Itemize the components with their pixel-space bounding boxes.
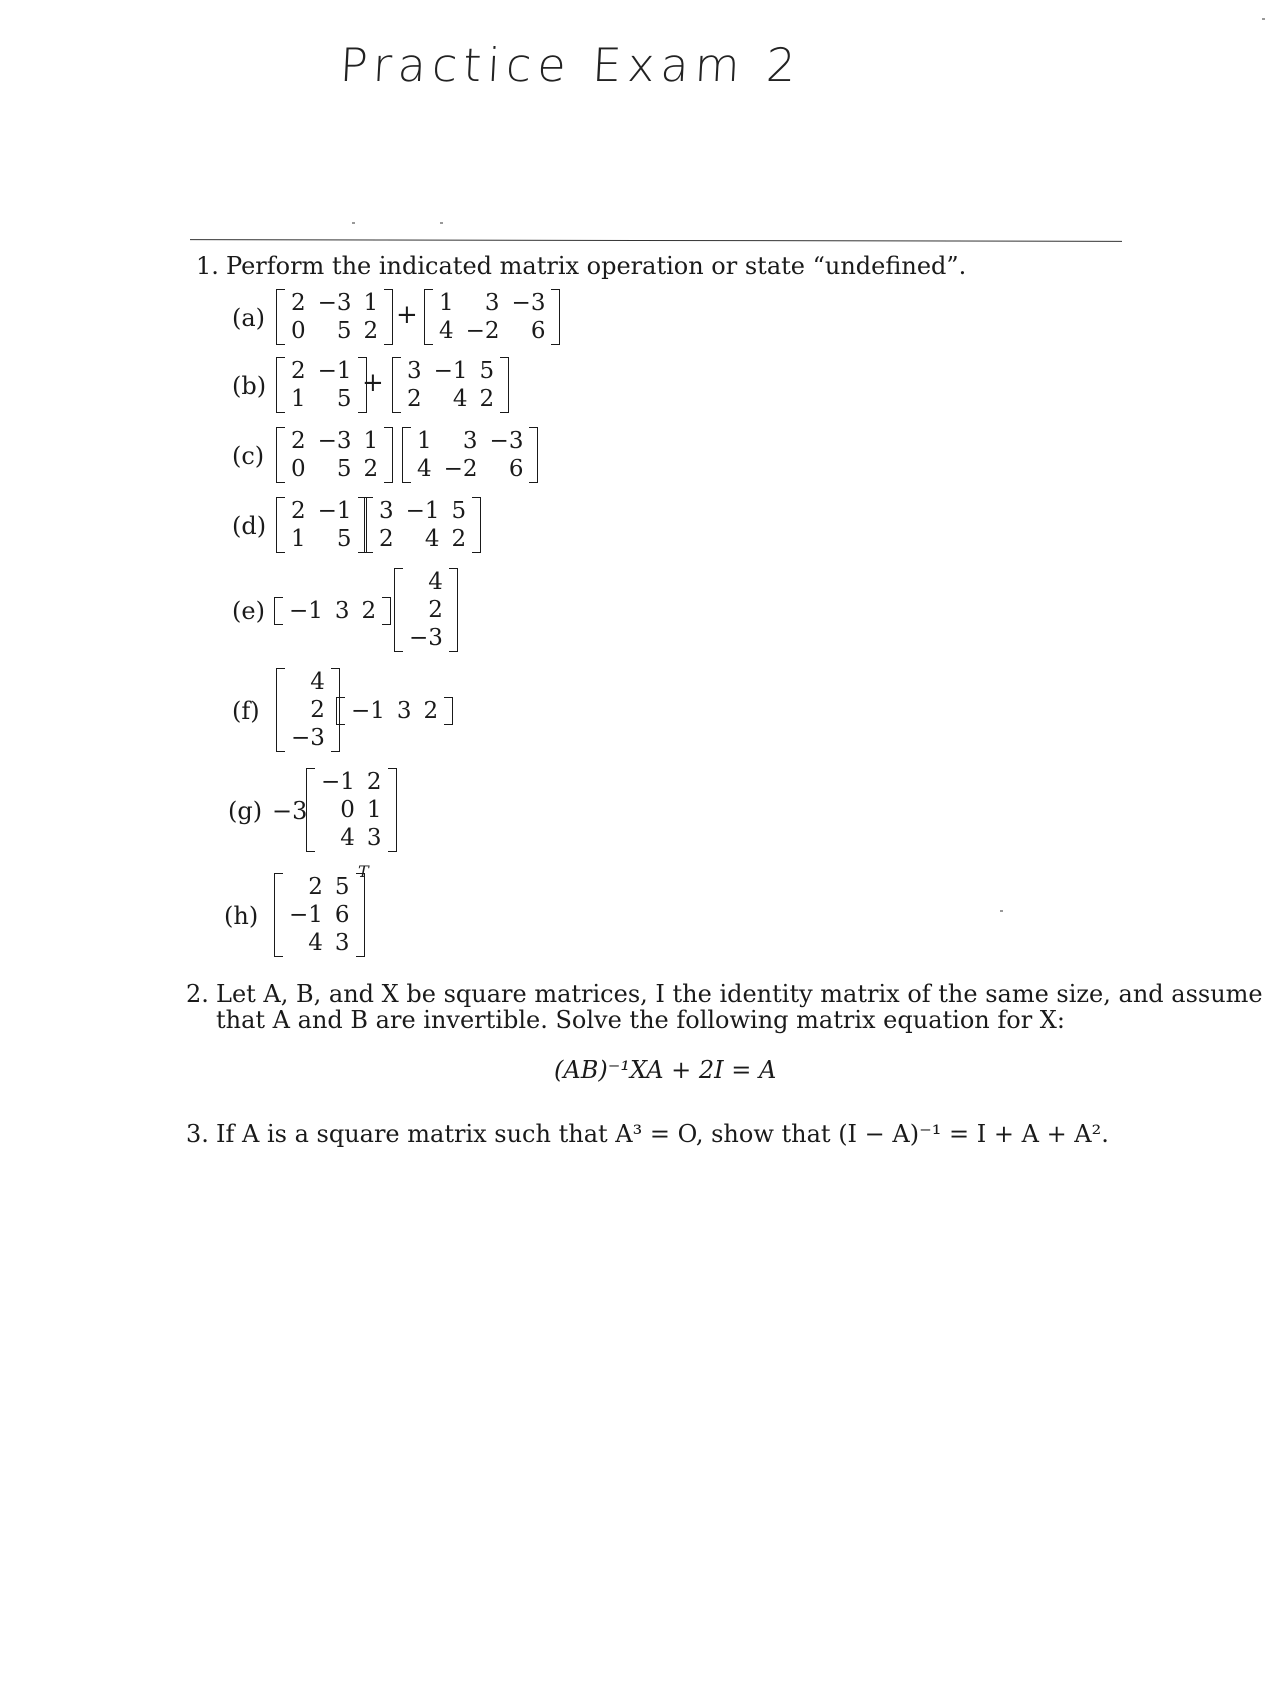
matrix-row: [285, 289, 384, 317]
q3-text: If A is a square matrix such that A³ = O, show that (I − A)⁻¹ = I + A + A².: [216, 1120, 1109, 1148]
q1h-label: (h): [224, 902, 259, 930]
matrix-entry: 2: [428, 597, 443, 623]
matrix-entry: −1: [289, 902, 323, 928]
q1d-matrix-right: [364, 497, 481, 553]
matrix-entry: 4: [452, 386, 468, 412]
q1a-label: (a): [232, 304, 266, 332]
matrix-row: [433, 317, 551, 345]
matrix-entry: 5: [336, 318, 352, 344]
matrix-entry: 2: [479, 386, 495, 412]
matrix-entry: −3: [317, 428, 352, 454]
matrix-entry: 1: [291, 526, 306, 552]
q1h-transpose-superscript: T: [358, 862, 369, 881]
q1g-matrix: [306, 768, 397, 852]
matrix-entry: 6: [508, 456, 524, 482]
matrix-entry: −2: [443, 456, 478, 482]
matrix-entry: 1: [291, 386, 306, 412]
matrix-entry: −1: [317, 358, 352, 384]
q1b-matrix-right: [392, 357, 509, 413]
q1a-plus: +: [396, 300, 418, 330]
matrix-row: [285, 525, 358, 553]
matrix-entries: [285, 668, 331, 752]
matrix-entry: −3: [511, 290, 546, 316]
matrix-entry: 5: [334, 874, 350, 900]
left-bracket: [306, 768, 315, 852]
q2-equation: (AB)⁻¹XA + 2I = A: [554, 1056, 777, 1084]
matrix-entry: 2: [291, 498, 306, 524]
q1f-row-vector: [336, 697, 453, 725]
left-bracket: [336, 697, 345, 725]
matrix-entry: 2: [407, 386, 422, 412]
matrix-row: [285, 724, 331, 752]
q1a-matrix-right: [424, 289, 560, 345]
right-bracket: [384, 427, 393, 483]
matrix-entries: [403, 568, 449, 652]
matrix-row: [283, 901, 356, 929]
matrix-entry: 2: [308, 874, 323, 900]
matrix-row: [403, 596, 449, 624]
matrix-entries: [283, 873, 356, 957]
q1f-label: (f): [232, 697, 260, 725]
matrix-row: [285, 385, 358, 413]
matrix-entries: [411, 427, 529, 483]
matrix-entries: [315, 768, 388, 852]
matrix-entry: 2: [310, 697, 325, 723]
matrix-entry: −2: [465, 318, 500, 344]
matrix-entry: 2: [363, 456, 379, 482]
matrix-entry: −3: [317, 290, 352, 316]
matrix-row: [283, 597, 382, 625]
left-bracket: [274, 597, 283, 625]
left-bracket: [276, 668, 285, 752]
matrix-row: [315, 824, 388, 852]
matrix-entry: 2: [291, 428, 306, 454]
matrix-entry: 0: [291, 318, 306, 344]
matrix-entry: 5: [451, 498, 467, 524]
right-bracket: [449, 568, 458, 652]
q1b-matrix-left: [276, 357, 367, 413]
matrix-entry: 4: [424, 526, 440, 552]
matrix-row: [285, 668, 331, 696]
left-bracket: [392, 357, 401, 413]
matrix-entry: 2: [361, 598, 377, 624]
matrix-entries: [285, 289, 384, 345]
matrix-entry: 2: [379, 526, 394, 552]
q3-number: 3.: [186, 1120, 209, 1148]
right-bracket: [472, 497, 481, 553]
matrix-entry: −1: [351, 698, 385, 724]
handwritten-title: Practice Exam 2: [338, 38, 803, 92]
matrix-row: [285, 497, 358, 525]
matrix-entry: −3: [291, 725, 325, 751]
matrix-entry: 2: [423, 698, 439, 724]
scan-speck: [1262, 18, 1265, 20]
left-bracket: [394, 568, 403, 652]
left-bracket: [276, 427, 285, 483]
matrix-entry: 5: [336, 386, 352, 412]
right-bracket: [529, 427, 538, 483]
matrix-row: [315, 796, 388, 824]
matrix-entry: 1: [363, 290, 379, 316]
matrix-entries: [285, 497, 358, 553]
matrix-row: [401, 385, 500, 413]
matrix-entry: 1: [417, 428, 432, 454]
q1a-matrix-left: [276, 289, 393, 345]
matrix-row: [285, 357, 358, 385]
right-bracket: [356, 873, 365, 957]
matrix-entry: −1: [405, 498, 440, 524]
right-bracket: [384, 289, 393, 345]
horizontal-rule: [190, 239, 1122, 242]
matrix-row: [373, 497, 472, 525]
matrix-entry: 4: [439, 318, 454, 344]
q1b-label: (b): [232, 372, 267, 400]
q1c-matrix-right: [402, 427, 538, 483]
matrix-entry: 2: [291, 358, 306, 384]
matrix-row: [345, 697, 444, 725]
matrix-entries: [373, 497, 472, 553]
right-bracket: [551, 289, 560, 345]
right-bracket: [382, 597, 391, 625]
matrix-entries: [285, 357, 358, 413]
q1-text: Perform the indicated matrix operation or state “undefined”.: [226, 252, 967, 280]
matrix-entry: 2: [291, 290, 306, 316]
matrix-entries: [401, 357, 500, 413]
left-bracket: [276, 357, 285, 413]
matrix-entry: 2: [451, 526, 467, 552]
q2-line2: that A and B are invertible. Solve the following matrix equation for X:: [216, 1006, 1065, 1034]
left-bracket: [276, 497, 285, 553]
matrix-entry: −3: [489, 428, 524, 454]
matrix-row: [411, 427, 529, 455]
q1b-plus: +: [362, 368, 384, 398]
matrix-entries: [283, 597, 382, 625]
matrix-entry: −1: [321, 769, 355, 795]
matrix-entry: 3: [484, 290, 500, 316]
matrix-entry: 3: [334, 598, 350, 624]
matrix-entry: 2: [366, 769, 382, 795]
matrix-entry: 6: [334, 902, 350, 928]
matrix-row: [315, 768, 388, 796]
matrix-entry: 1: [439, 290, 454, 316]
q1d-label: (d): [232, 512, 267, 540]
matrix-entry: 3: [366, 825, 382, 851]
q1e-row-vector: [274, 597, 391, 625]
matrix-entry: 4: [417, 456, 432, 482]
matrix-entry: 3: [407, 358, 422, 384]
matrix-entry: −1: [317, 498, 352, 524]
q2-line1: Let A, B, and X be square matrices, I the identity matrix of the same size, and assume: [216, 980, 1263, 1008]
matrix-entry: 5: [336, 526, 352, 552]
matrix-entry: 4: [428, 569, 443, 595]
matrix-row: [285, 317, 384, 345]
matrix-row: [401, 357, 500, 385]
matrix-row: [411, 455, 529, 483]
scan-speck: [352, 222, 355, 224]
right-bracket: [444, 697, 453, 725]
right-bracket: [500, 357, 509, 413]
matrix-entry: 5: [479, 358, 495, 384]
q1d-matrix-left: [276, 497, 367, 553]
matrix-entry: 4: [308, 930, 323, 956]
matrix-entry: 3: [334, 930, 350, 956]
matrix-row: [285, 455, 384, 483]
matrix-entry: 4: [340, 825, 355, 851]
q1c-matrix-left: [276, 427, 393, 483]
q2-number: 2.: [186, 980, 209, 1008]
matrix-row: [403, 624, 449, 652]
q1e-label: (e): [232, 597, 265, 625]
matrix-entry: 5: [336, 456, 352, 482]
q1h-matrix: [274, 873, 365, 957]
matrix-entries: [345, 697, 444, 725]
matrix-entries: [285, 427, 384, 483]
left-bracket: [364, 497, 373, 553]
matrix-entries: [433, 289, 551, 345]
matrix-entry: 3: [462, 428, 478, 454]
matrix-entry: 4: [310, 669, 325, 695]
matrix-row: [403, 568, 449, 596]
left-bracket: [402, 427, 411, 483]
matrix-row: [285, 427, 384, 455]
left-bracket: [274, 873, 283, 957]
left-bracket: [276, 289, 285, 345]
scan-speck: [440, 222, 443, 224]
q1g-scalar: −3: [272, 797, 308, 825]
matrix-entry: 2: [363, 318, 379, 344]
matrix-row: [285, 696, 331, 724]
matrix-entry: 1: [363, 428, 379, 454]
matrix-entry: 3: [396, 698, 412, 724]
matrix-row: [373, 525, 472, 553]
q1g-label: (g): [228, 797, 263, 825]
matrix-row: [283, 873, 356, 901]
matrix-entry: 0: [340, 797, 355, 823]
q1c-label: (c): [232, 442, 265, 470]
q1-number: 1.: [196, 252, 219, 280]
matrix-entry: 6: [530, 318, 546, 344]
q1f-column-vector: [276, 668, 340, 752]
matrix-entry: 1: [366, 797, 382, 823]
matrix-entry: −3: [409, 625, 443, 651]
matrix-entry: −1: [289, 598, 323, 624]
right-bracket: [388, 768, 397, 852]
scan-speck: [1000, 910, 1003, 912]
left-bracket: [424, 289, 433, 345]
matrix-entry: 0: [291, 456, 306, 482]
q1e-column-vector: [394, 568, 458, 652]
matrix-entry: 3: [379, 498, 394, 524]
matrix-row: [283, 929, 356, 957]
matrix-row: [433, 289, 551, 317]
matrix-entry: −1: [433, 358, 468, 384]
